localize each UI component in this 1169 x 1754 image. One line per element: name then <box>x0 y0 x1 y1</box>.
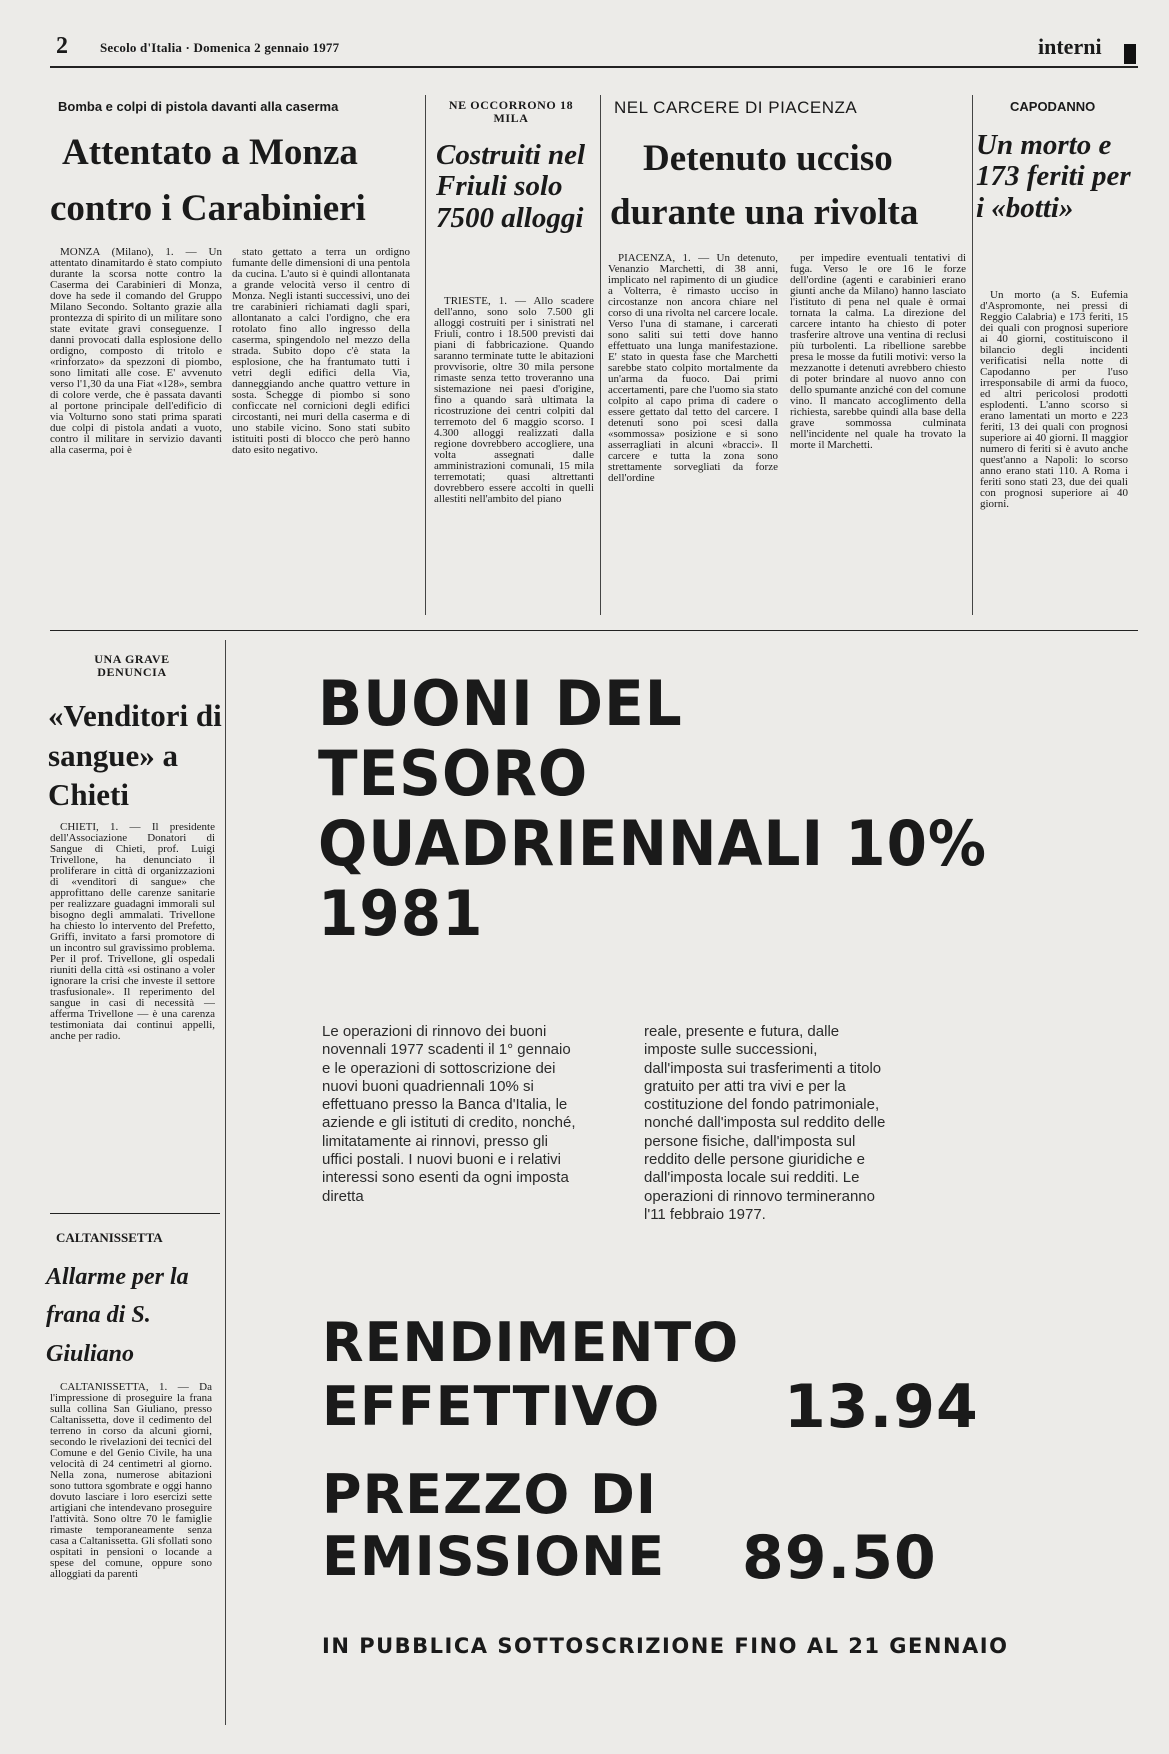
ad-title-line1: BUONI DEL <box>318 666 683 741</box>
ad-body-left: Le operazioni di rinnovo dei buoni novennali 1977 scadenti il 1° gennaio e le operazioni di sottoscrizione dei nuovi buoni quadriennali 10% si effettuano presso la Banca d'Italia, le aziende e gli istituti di credito, nonché, limitatamente ai rinnovi, presso gli uffici postali. I nuovi buoni e i relativi interessi sono esenti da ogni imposta diretta <box>322 1023 576 1205</box>
section-label: interni <box>1038 34 1102 59</box>
caltanissetta-kicker: CALTANISSETTA <box>56 1230 163 1245</box>
chieti-kicker: UNA GRAVE DENUNCIA <box>94 652 170 679</box>
chieti-body: CHIETI, 1. — Il presidente dell'Associazione Donatori di Sangue di Chieti, prof. Luigi Trivellone, ha denunciato il proliferare in città di organizzazioni di «venditori di sangue» che approfittano delle carenze sanitarie per realizzare guadagni immorali sul bisogno degli ammalati. Trivellone ha chiesto lo intervento del Prefetto, Griffi, invitato a farsi promotore di un incontro sul gravissimo problema. Per il prof. Trivellone, gli ospedali riuniti della città «si ostinano a voler ignorare la crisi che investe il settore trasfusionale». Il reperimento del sangue in casi di necessità — afferma Trivellone — è una carenza testimoniata dai continui appelli, anche per radio. <box>50 822 215 1042</box>
caltanissetta-body: CALTANISSETTA, 1. — Da l'impressione di proseguire la frana sulla collina San Giuliano, presso Caltanissetta, dove il cedimento del terreno in corso da alcuni giorni, secondo le rivelazioni dei tecnici del Comune e del Genio Civile, ha una velocità di 24 centimetri al giorno. Nella zona, numerose abitazioni sono tuttora sgombrate e oggi hanno dovuto lasciare i loro esercizi sette artigiani che intendevano proseguire l'attività. Sono oltre 70 le famiglie rimaste temporaneamente senza casa a Caltanissetta. Gli sfollati sono ospitati in pensioni o locande a spese del comune, oppure sono alloggiati da parenti <box>50 1382 212 1580</box>
ad-yield-label: EFFETTIVO <box>322 1375 661 1438</box>
monza-headline-line1: Attentato a Monza <box>62 132 358 173</box>
ad-price-label: EMISSIONE <box>322 1525 666 1588</box>
masthead-rule <box>50 66 1138 68</box>
piacenza-kicker: NEL CARCERE DI PIACENZA <box>614 98 858 117</box>
ad-yield-value: 13.94 <box>784 1372 979 1442</box>
capodanno-body: Un morto (a S. Eufemia d'Aspromonte, nei pressi di Reggio Calabria) e 173 feriti, 15 dei quali con prognosi superiore ai 40 giorni, costituiscono il bilancio degli incidenti verificatisi nella notte di Capodanno per l'uso irresponsabile di armi da fuoco, ed altri pericolosi prodotti esplodenti. L'anno scorso si erano lamentati un morto e 223 feriti, 13 dei quali con prognosi superiore ai 40 giorni. Il maggior numero di feriti si è avuto anche quest'anno a Napoli: lo scorso anno erano stati 110. A Roma i feriti sono stati 23, due dei quali con prognosi superiore ai 40 giorni. <box>980 290 1128 510</box>
bond-advertisement <box>232 640 1137 1730</box>
friuli-kicker: NE OCCORRONO 18 MILA <box>448 98 574 125</box>
section-rule <box>50 1213 220 1214</box>
capodanno-headline: Un morto e 173 feriti per i «botti» <box>976 129 1131 224</box>
piacenza-body-col1: PIACENZA, 1. — Un detenuto, Venanzio Marchetti, di 38 anni, implicato nel rapimento di un giudice a Volterra, è rimasto ucciso in circostanze non ancora chiare nel corso di una rivolta nel carcere locale. Verso l'una di stamane, i carcerati sono saliti sui tetti dove hanno effettuato una lunga manifestazione. E' stato in questa fase che Marchetti sarebbe stato colpito mortalmente da un'arma da fuoco. Dai primi accertamenti, pare che l'uomo sia stato colpito al capo prima di cadere o essere gettato dal tetto del carcere. I detenuti sono poi scesi dalla «sommossa» posizione e si sono asserragliati in alcuni «bracci». Il carcere e tutta la zona sono strettamente sorvegliati da forze dell'ordine <box>608 253 778 484</box>
ad-price-value: 89.50 <box>742 1523 937 1593</box>
piacenza-headline-line2: durante una rivolta <box>610 192 919 233</box>
monza-body-col2: stato gettato a terra un ordigno fumante delle dimensioni di una pentola da cucina. L'auto si è quindi allontanata a grande velocità verso il centro di Monza. Negli istanti successivi, uno dei tre carabinieri richiamati dagli spari, allontanato a calci l'ordigno, che era rotolato fino allo ingresso della caserma, spingendolo nel mezzo della strada. Subito dopo c'è stata la esplosione, che ha frantumato tutti i vetri degli edifici della Via, danneggiando anche quattro vetture in sosta. Schegge di piombo si sono conficcate nel cornicioni degli edifici circostanti, nei muri della caserma e di uno stabile vicino. Sono stati subito istituiti posti di blocco che però hanno dato esito negativo. <box>232 247 410 456</box>
section-rule <box>50 630 1138 631</box>
publication-line: Secolo d'Italia · Domenica 2 gennaio 1977 <box>100 40 340 55</box>
monza-headline-line2: contro i Carabinieri <box>50 188 366 229</box>
ad-body-right: reale, presente e futura, dalle imposte sulle successioni, dall'imposta sui trasferimenti a titolo gratuito per atti tra vivi e per la costituzione del fondo patrimoniale, nonché dall'imposta sul reddito delle persone fisiche, dall'imposta sul reddito delle persone giuridiche e dall'imposta locale sui redditi. Le operazioni di rinnovo termineranno l'11 febbraio 1977. <box>644 1023 886 1223</box>
ad-title-line4: 1981 <box>318 876 484 951</box>
friuli-body: TRIESTE, 1. — Allo scadere dell'anno, sono solo 7.500 gli alloggi costruiti per i sinistrati nel Friuli, contro i 18.500 previsti dai piani di fabbricazione. Quando saranno terminate tutte le abitazioni provvisorie, oltre 30 mila persone rimaste senza tetto troveranno una sistemazione nei paesi d'origine, fino a quando sarà ultimata la ricostruzione dei centri colpiti dal terremoto del 6 maggio scorso. I 4.300 alloggi realizzati dalla regione dovrebbero accogliere, una volta assegnati dalle amministrazioni comunali, 15 mila terremotati; quasi altrettanti dovrebbero essere accolti in quelli allestiti nell'ambito del piano <box>434 296 594 505</box>
piacenza-headline-line1: Detenuto ucciso <box>643 138 893 179</box>
friuli-headline: Costruiti nel Friuli solo 7500 alloggi <box>436 139 586 234</box>
section-marker <box>1124 44 1136 64</box>
capodanno-kicker: CAPODANNO <box>1010 99 1096 114</box>
chieti-headline: «Venditori di sangue» a Chieti <box>48 698 222 813</box>
monza-kicker: Bomba e colpi di pistola davanti alla caserma <box>58 99 339 114</box>
ad-tagline: IN PUBBLICA SOTTOSCRIZIONE FINO AL 21 GENNAIO <box>322 1634 1009 1658</box>
page-number: 2 <box>56 33 68 59</box>
caltanissetta-headline: Allarme per la frana di S. Giuliano <box>46 1264 189 1367</box>
ad-title-line2: TESORO <box>318 736 589 811</box>
ad-title-line3: QUADRIENNALI 10% <box>318 806 988 881</box>
ad-price-line1: PREZZO DI <box>322 1463 657 1526</box>
column-rule <box>972 95 973 615</box>
monza-body-col1: MONZA (Milano), 1. — Un attentato dinamitardo è stato compiuto durante la scorsa notte contro la Caserma dei Carabinieri di Monza, dove ha sede il comando del Gruppo Milano Secondo. Soltanto grazie alla prontezza di spirito di un militare sono state evitate gravi conseguenze. I danni provocati dalla esplosione dello ordigno, composto di tritolo e «rinforzato» da spezzoni di piombo, sono limitati alle cose. E' avvenuto verso l'1,30 da una Fiat «128», sembra di colore verde, che è passata davanti al portone principale dell'edificio di via Volturno sono stati prima sparati due colpi di pistola andati a vuoto, contro il militare in servizio davanti alla caserma, poi è <box>50 247 222 456</box>
piacenza-body-col2: per impedire eventuali tentativi di fuga. Verso le ore 16 le forze dell'ordine (agenti e carabinieri erano giunti anche da Milano) hanno lasciato l'istituto di pena nel quale è ormai tornata la calma. La direzione del carcere intanto ha chiesto di poter trasferire altrove una ventina di reclusi più turbolenti. La ribellione sarebbe presa le mosse da futili motivi: verso la mezzanotte i detenuti avrebbero chiesto di poter brindare al nuovo anno con dello spumante anziché con del comune vino. Il mancato accoglimento della richiesta, sarebbe quindi alla base della grave sommossa culminata nell'incidente nel quale ha trovato la morte il Marchetti. <box>790 253 966 451</box>
column-rule <box>600 95 601 615</box>
column-rule <box>425 95 426 615</box>
column-rule <box>225 640 226 1725</box>
ad-yield-line1: RENDIMENTO <box>322 1311 740 1374</box>
